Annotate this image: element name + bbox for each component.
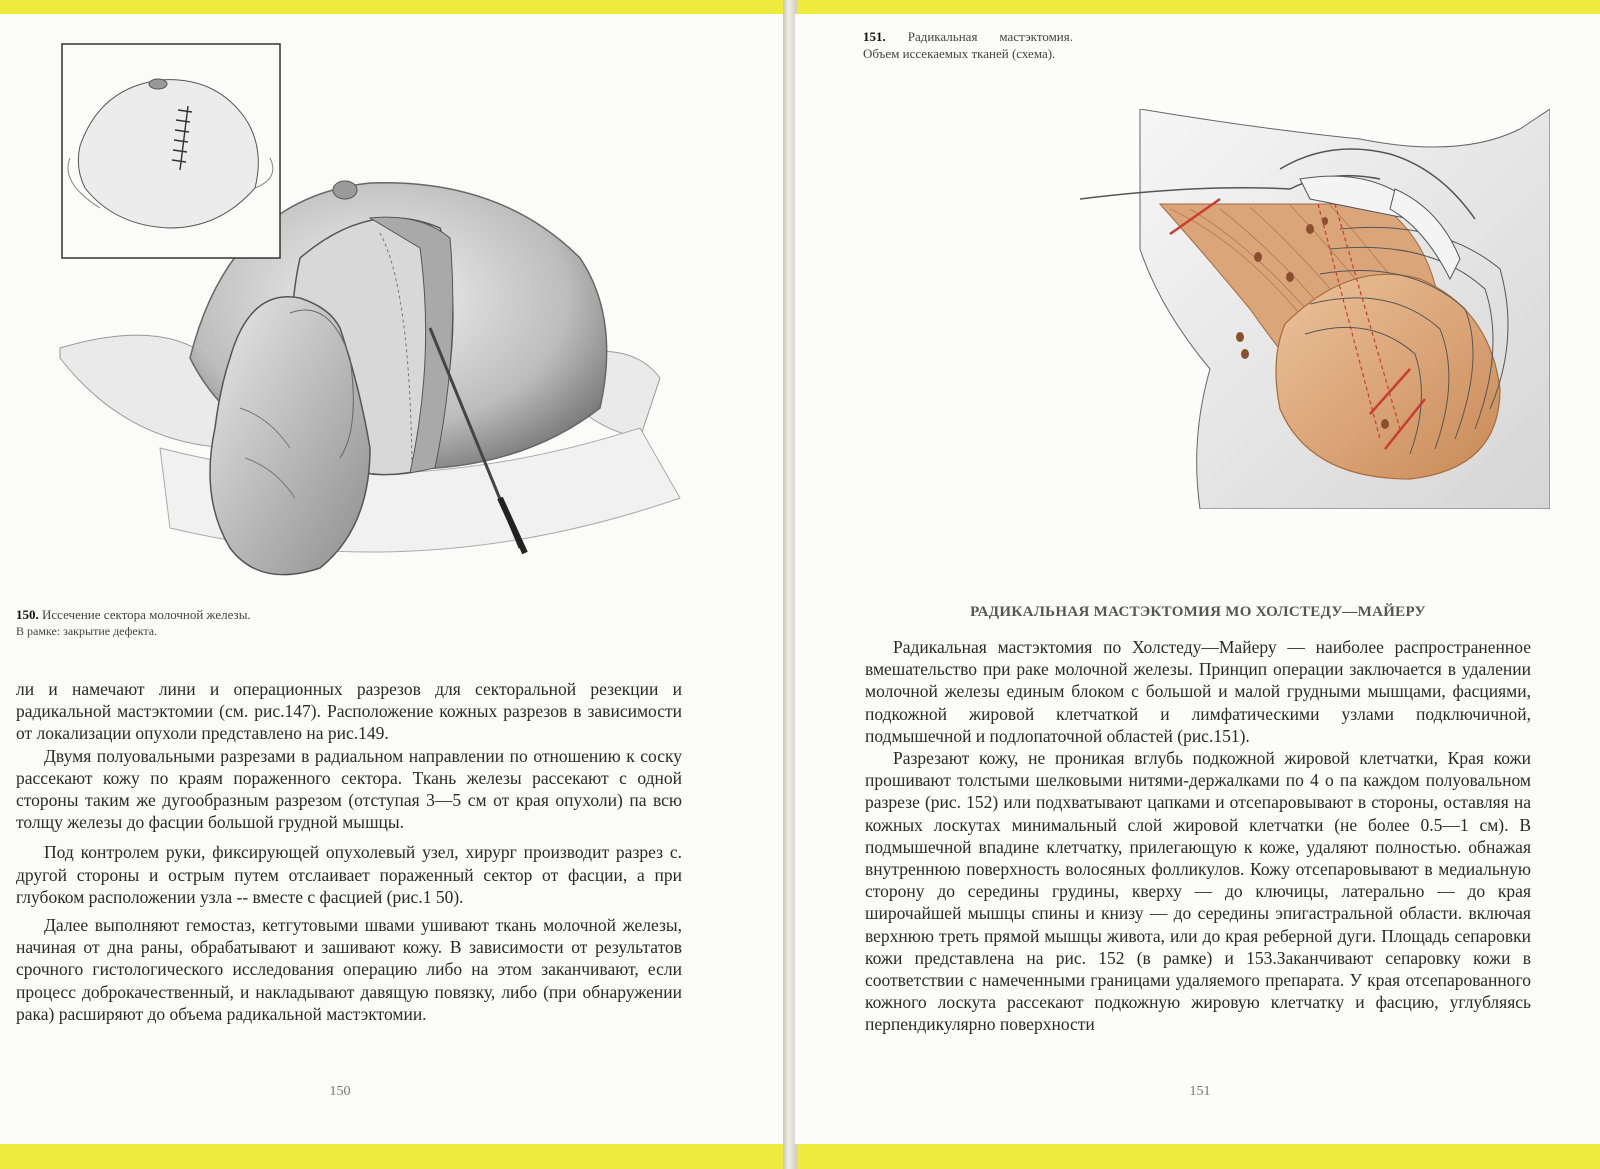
figure-150-subtitle: В рамке: закрытие дефекта. (16, 624, 158, 638)
section-heading: РАДИКАЛЬНАЯ МАСТЭКТОМИЯ МО ХОЛСТЕДУ—МАЙЕРУ (970, 604, 1426, 620)
figure-150-illustration (40, 28, 730, 598)
figure-150-caption (16, 606, 436, 640)
figure-150-title: Иссечение сектора молочной железы. (42, 607, 251, 622)
figure-151-number: 151. (863, 29, 886, 44)
right-body-text (865, 636, 1531, 1036)
right-paragraph-2: Разрезают кожу, не проникая вглубь подкожной жировой клетчатки, Края кожи прошивают толстыми шелковыми нитями-держалками по 4 о па каждом полуовальном разрезе (рис. 152) или подхватывают цапками и отсепаровывают в стороны, оставляя на кожных лоскутах минимальный слой жировой клетчатки (не более 0.5—1 см). В подмышечной впадине клетчатку, прилегающую к коже, удаляют полностью. обнажая внутреннюю поверхность волосяных фолликулов. Кожу отсепаровывают в медиальную сторону до середины грудины, кверху — до ключицы, латерально — до края широчайшей мышцы спины и книзу — до середины эпигастральной области. включая верхнюю треть прямой мышцы живота, или до края реберной дуги. Площадь сепаровки кожи представлена на рис. 152 (в рамке) и 153.Заканчивают сепаровку кожи в соответствии с намеченными границами удаляемого препарата. У края отсепарованного кожного лоскута рассекают подкожную жировую клетчатку и фасцию, углубляясь перпендикулярно поверхности (865, 748, 1531, 1035)
right-page-number: 151 (1189, 1084, 1211, 1099)
figure-151-illustration (1080, 109, 1550, 509)
right-page (795, 14, 1600, 1144)
left-paragraph-1: ли и намечают лини и операционных разрезов для секторальной резекции и радикальной мастэктомии (см. рис.147). Расположение кожных разрезов в зависимости от локализации опухоли представлено на рис.149. (16, 679, 682, 744)
left-paragraph-4: Далее выполняют гемостаз, кетгутовыми швами ушивают ткань молочной железы, начиная от дна раны, обрабатывают и зашивают кожу. В зависимости от результатов срочного гистологического исследования операцию либо на этом заканчивают, если процесс доброкачественный, и накладывают давящую повязку, либо (при обнаружении рака) расширяют до объема радикальной мастэктомии. (16, 915, 682, 1024)
right-paragraph-1: Радикальная мастэктомия по Холстеду—Майеру — наиболее распространенное вмешательство при раке молочной железы. Принцип операции заключается в удалении молочной железы единым блоком с большой и малой грудными мышцами, фасциями, подкожной жировой клетчаткой и лимфатическими узлами подключичной, подмышечной и подлопаточной областей (рис.151). (865, 637, 1531, 746)
left-page-number: 150 (329, 1084, 351, 1099)
left-page (0, 14, 785, 1144)
figure-151-text: Радикальная мастэктомия. Объем иссекаемых тканей (схема). (863, 29, 1073, 61)
figure-151-caption (863, 28, 1073, 62)
left-body-text (16, 678, 682, 1025)
figure-150-number: 150. (16, 607, 39, 622)
left-paragraph-3: Под контролем руки, фиксирующей опухолевый узел, хирург производит разрез с. другой стороны и острым путем отслаивает пораженный сектор от фасции, а при глубоком расположении узла -- вместе с фасцией (рис.1 50). (16, 842, 682, 907)
left-paragraph-2: Двумя полуовальными разрезами в радиальном направлении по отношению к соску рассекают кожу по краям пораженного сектора. Ткань железы рассекают с одной стороны таким же дугообразным разрезом (отступая 3—5 см от края опухоли) па всю толщу железы до фасции большой грудной мышцы. (16, 745, 682, 833)
